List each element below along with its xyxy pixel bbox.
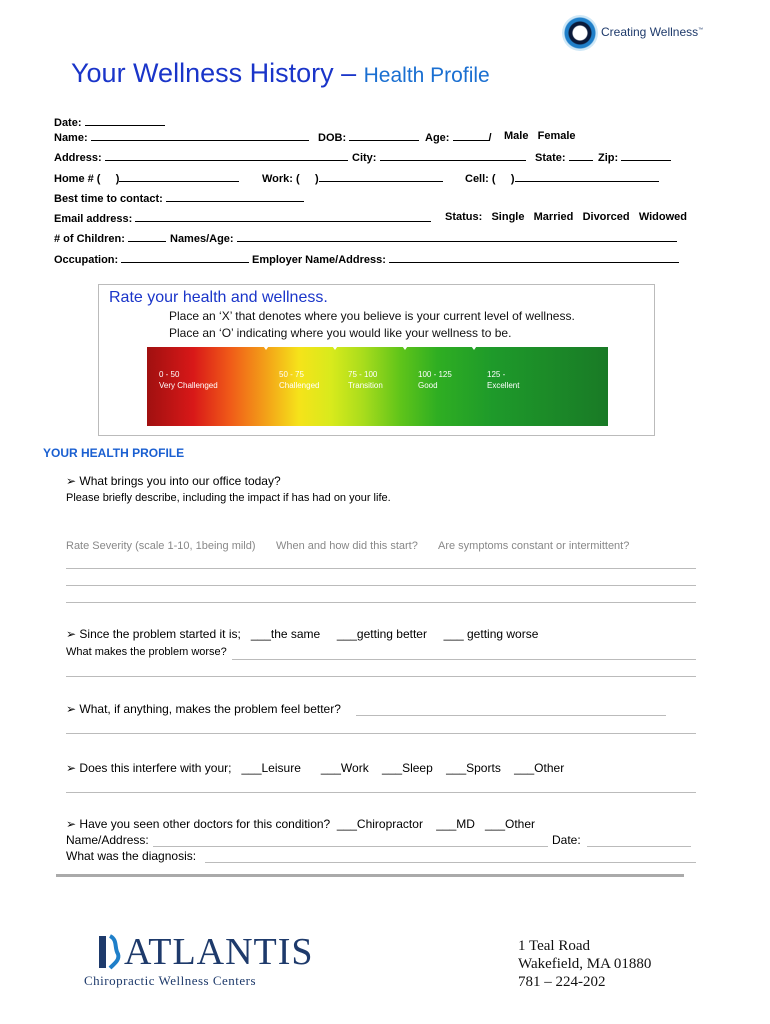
answer-line[interactable] (66, 792, 696, 793)
option-sports[interactable]: ___Sports (446, 761, 501, 775)
option-better[interactable]: ___getting better (336, 627, 427, 641)
status-widowed[interactable]: Widowed (638, 211, 687, 223)
atlantis-spine-icon (96, 934, 122, 970)
option-chiropractor[interactable]: ___Chiropractor (336, 817, 423, 831)
address-phone: 781 – 224-202 (518, 974, 606, 990)
age-field[interactable]: Age: / (425, 132, 492, 144)
atlantis-tagline: Chiropractic Wellness Centers (84, 973, 257, 988)
children-field[interactable]: # of Children: (54, 231, 166, 245)
question-other-doctors: ➢ Have you seen other doctors for this condition? ___Chiropractor ___MD ___Other (66, 817, 536, 831)
severity-label: Rate Severity (scale 1-10, 1being mild) (66, 540, 256, 552)
male-option[interactable]: Male (504, 130, 529, 142)
answer-line[interactable] (66, 602, 696, 603)
arrow-bullet-icon: ➢ (66, 702, 77, 716)
occupation-field[interactable]: Occupation: (54, 252, 249, 266)
employer-field[interactable]: Employer Name/Address: (252, 252, 679, 266)
worse-label: What makes the problem worse? (66, 646, 227, 658)
scale-marker (469, 343, 479, 350)
option-other-doctor[interactable]: ___Other (484, 817, 536, 831)
email-field[interactable]: Email address: (54, 211, 431, 225)
option-other[interactable]: ___Other (514, 761, 565, 775)
option-md[interactable]: ___MD (436, 817, 475, 831)
arrow-bullet-icon: ➢ (66, 761, 77, 775)
doctor-date-label: Date: (552, 833, 581, 847)
cell-phone-field[interactable]: Cell: ( ) (465, 171, 659, 185)
rating-instruction-x: Place an ‘X’ that denotes where you believe is your current level of wellness. (169, 309, 575, 323)
question-office-visit-note: Please briefly describe, including the impact if has had on your life. (66, 492, 391, 504)
answer-line[interactable] (587, 846, 691, 847)
state-field[interactable]: State: (535, 150, 593, 164)
dob-field[interactable]: DOB: (318, 130, 419, 144)
option-same[interactable]: ___the same (250, 627, 321, 641)
rating-instruction-o: Place an ‘O’ indicating where you would like your wellness to be. (169, 326, 512, 340)
home-phone-field[interactable]: Home # ( ) (54, 171, 239, 185)
best-time-field[interactable]: Best time to contact: (54, 191, 304, 205)
status-married[interactable]: Married (533, 211, 574, 223)
creating-wellness-logo-icon (562, 15, 598, 51)
page-subtitle: Health Profile (363, 64, 490, 87)
answer-line[interactable] (66, 585, 696, 586)
segment-transition: 75 - 100 Transition (348, 370, 383, 390)
work-phone-field[interactable]: Work: ( ) (262, 171, 443, 185)
answer-line[interactable] (356, 715, 666, 716)
answer-line[interactable] (205, 862, 696, 863)
question-better: ➢ What, if anything, makes the problem feel better? (66, 702, 341, 716)
status-options[interactable]: Status: Single Married Divorced Widowed (445, 211, 687, 223)
arrow-bullet-icon: ➢ (66, 474, 77, 488)
answer-line[interactable] (66, 733, 696, 734)
option-worse[interactable]: ___ getting worse (443, 627, 539, 641)
address-city: Wakefield, MA 01880 (518, 956, 652, 972)
status-single[interactable]: Single (491, 211, 525, 223)
constant-label: Are symptoms constant or intermittent? (438, 540, 630, 552)
health-profile-heading: YOUR HEALTH PROFILE (43, 446, 185, 460)
onset-label: When and how did this start? (276, 540, 418, 552)
address-street: 1 Teal Road (518, 938, 590, 954)
segment-very-challenged: 0 - 50 Very Challenged (159, 370, 218, 390)
zip-field[interactable]: Zip: (598, 150, 671, 164)
answer-line[interactable] (66, 676, 696, 677)
option-leisure[interactable]: ___Leisure (241, 761, 301, 775)
brand-name: Creating Wellness™ (601, 25, 704, 39)
name-row[interactable]: Name: (54, 130, 309, 144)
scale-marker (261, 343, 271, 350)
scale-marker (330, 343, 340, 350)
sex-options[interactable] (504, 130, 576, 142)
segment-excellent: 125 - Excellent (487, 370, 520, 390)
status-divorced[interactable]: Divorced (582, 211, 630, 223)
footer-divider (56, 874, 684, 877)
segment-good: 100 - 125 Good (418, 370, 452, 390)
page-title: Your Wellness History – Health Profile (71, 58, 490, 88)
question-progress: ➢ Since the problem started it is; ___the same ___getting better ___ getting worse (66, 627, 539, 641)
city-field[interactable]: City: (352, 150, 526, 164)
doctor-name-address-label: Name/Address: (66, 833, 149, 847)
date-row[interactable]: Date: (54, 115, 165, 129)
arrow-bullet-icon: ➢ (66, 627, 77, 641)
arrow-bullet-icon: ➢ (66, 817, 77, 831)
option-work[interactable]: ___Work (320, 761, 369, 775)
question-interfere: ➢ Does this interfere with your; ___Leisure ___Work ___Sleep ___Sports ___Other (66, 761, 565, 775)
question-office-visit: ➢ What brings you into our office today? (66, 474, 281, 488)
names-age-field[interactable]: Names/Age: (170, 231, 677, 245)
wellness-rating-box (98, 284, 655, 436)
female-option[interactable]: Female (537, 130, 576, 142)
address-row[interactable]: Address: (54, 150, 348, 164)
rating-heading: Rate your health and wellness. (109, 289, 328, 306)
segment-challenged: 50 - 75 Challenged (279, 370, 320, 390)
wellness-scale-bar[interactable] (147, 347, 608, 426)
option-sleep[interactable]: ___Sleep (382, 761, 433, 775)
answer-line[interactable] (153, 846, 548, 847)
atlantis-logo-text: ATLANTIS (124, 931, 314, 973)
scale-marker (400, 343, 410, 350)
answer-line[interactable] (66, 568, 696, 569)
diagnosis-label: What was the diagnosis: (66, 849, 197, 863)
answer-line[interactable] (232, 659, 696, 660)
